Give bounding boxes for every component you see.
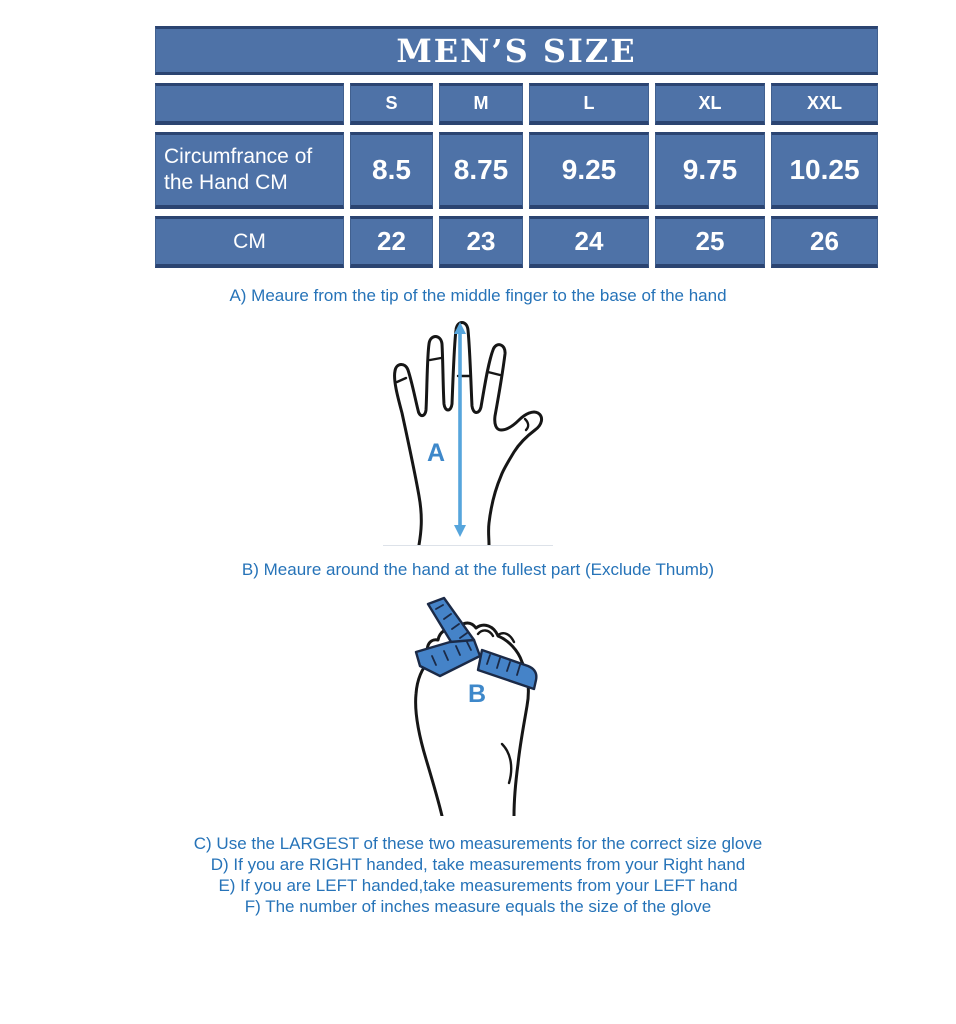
fist-illustration <box>390 594 550 816</box>
circumference-value-m: 8.75 <box>439 132 523 209</box>
mens-size-table <box>155 26 878 275</box>
size-header-s: S <box>350 83 433 125</box>
instruction-line-e: E) If you are LEFT handed,take measurements from your LEFT hand <box>218 876 738 895</box>
cm-value-m: 23 <box>439 216 523 268</box>
empty-corner-cell <box>155 83 344 125</box>
cm-row-label: CM <box>155 216 344 268</box>
circumference-row-label: Circumfrance of the Hand CM <box>155 132 344 209</box>
cm-value-xl: 25 <box>655 216 765 268</box>
instructions-footer <box>0 833 956 917</box>
cm-value-xxl: 26 <box>771 216 878 268</box>
open-hand-svg <box>383 318 553 545</box>
cm-value-l: 24 <box>529 216 649 268</box>
circumference-value-xl: 9.75 <box>655 132 765 209</box>
instruction-line-d: D) If you are RIGHT handed, take measurements from your Right hand <box>210 855 746 874</box>
size-header-l: L <box>529 83 649 125</box>
cm-row <box>155 216 878 268</box>
fist-label-b: B <box>468 680 487 708</box>
circumference-value-l: 9.25 <box>529 132 649 209</box>
size-header-xl: XL <box>655 83 765 125</box>
open-hand-illustration <box>383 318 553 546</box>
table-title: MEN’S SIZE <box>155 26 878 75</box>
instruction-line-b: B) Meaure around the hand at the fullest part (Exclude Thumb) <box>241 560 715 579</box>
circumference-value-s: 8.5 <box>350 132 433 209</box>
size-header-row <box>155 83 878 125</box>
size-header-m: M <box>439 83 523 125</box>
instruction-line-c: C) Use the LARGEST of these two measurements for the correct size glove <box>193 834 763 853</box>
circumference-value-xxl: 10.25 <box>771 132 878 209</box>
circumference-row <box>155 132 878 209</box>
instruction-line-f: F) The number of inches measure equals the size of the glove <box>244 897 712 916</box>
cm-value-s: 22 <box>350 216 433 268</box>
size-header-xxl: XXL <box>771 83 878 125</box>
hand-outline <box>395 323 542 546</box>
fist-svg <box>390 594 550 816</box>
hand-label-a: A <box>427 439 446 467</box>
instruction-line-a: A) Meaure from the tip of the middle finger to the base of the hand <box>229 286 727 305</box>
